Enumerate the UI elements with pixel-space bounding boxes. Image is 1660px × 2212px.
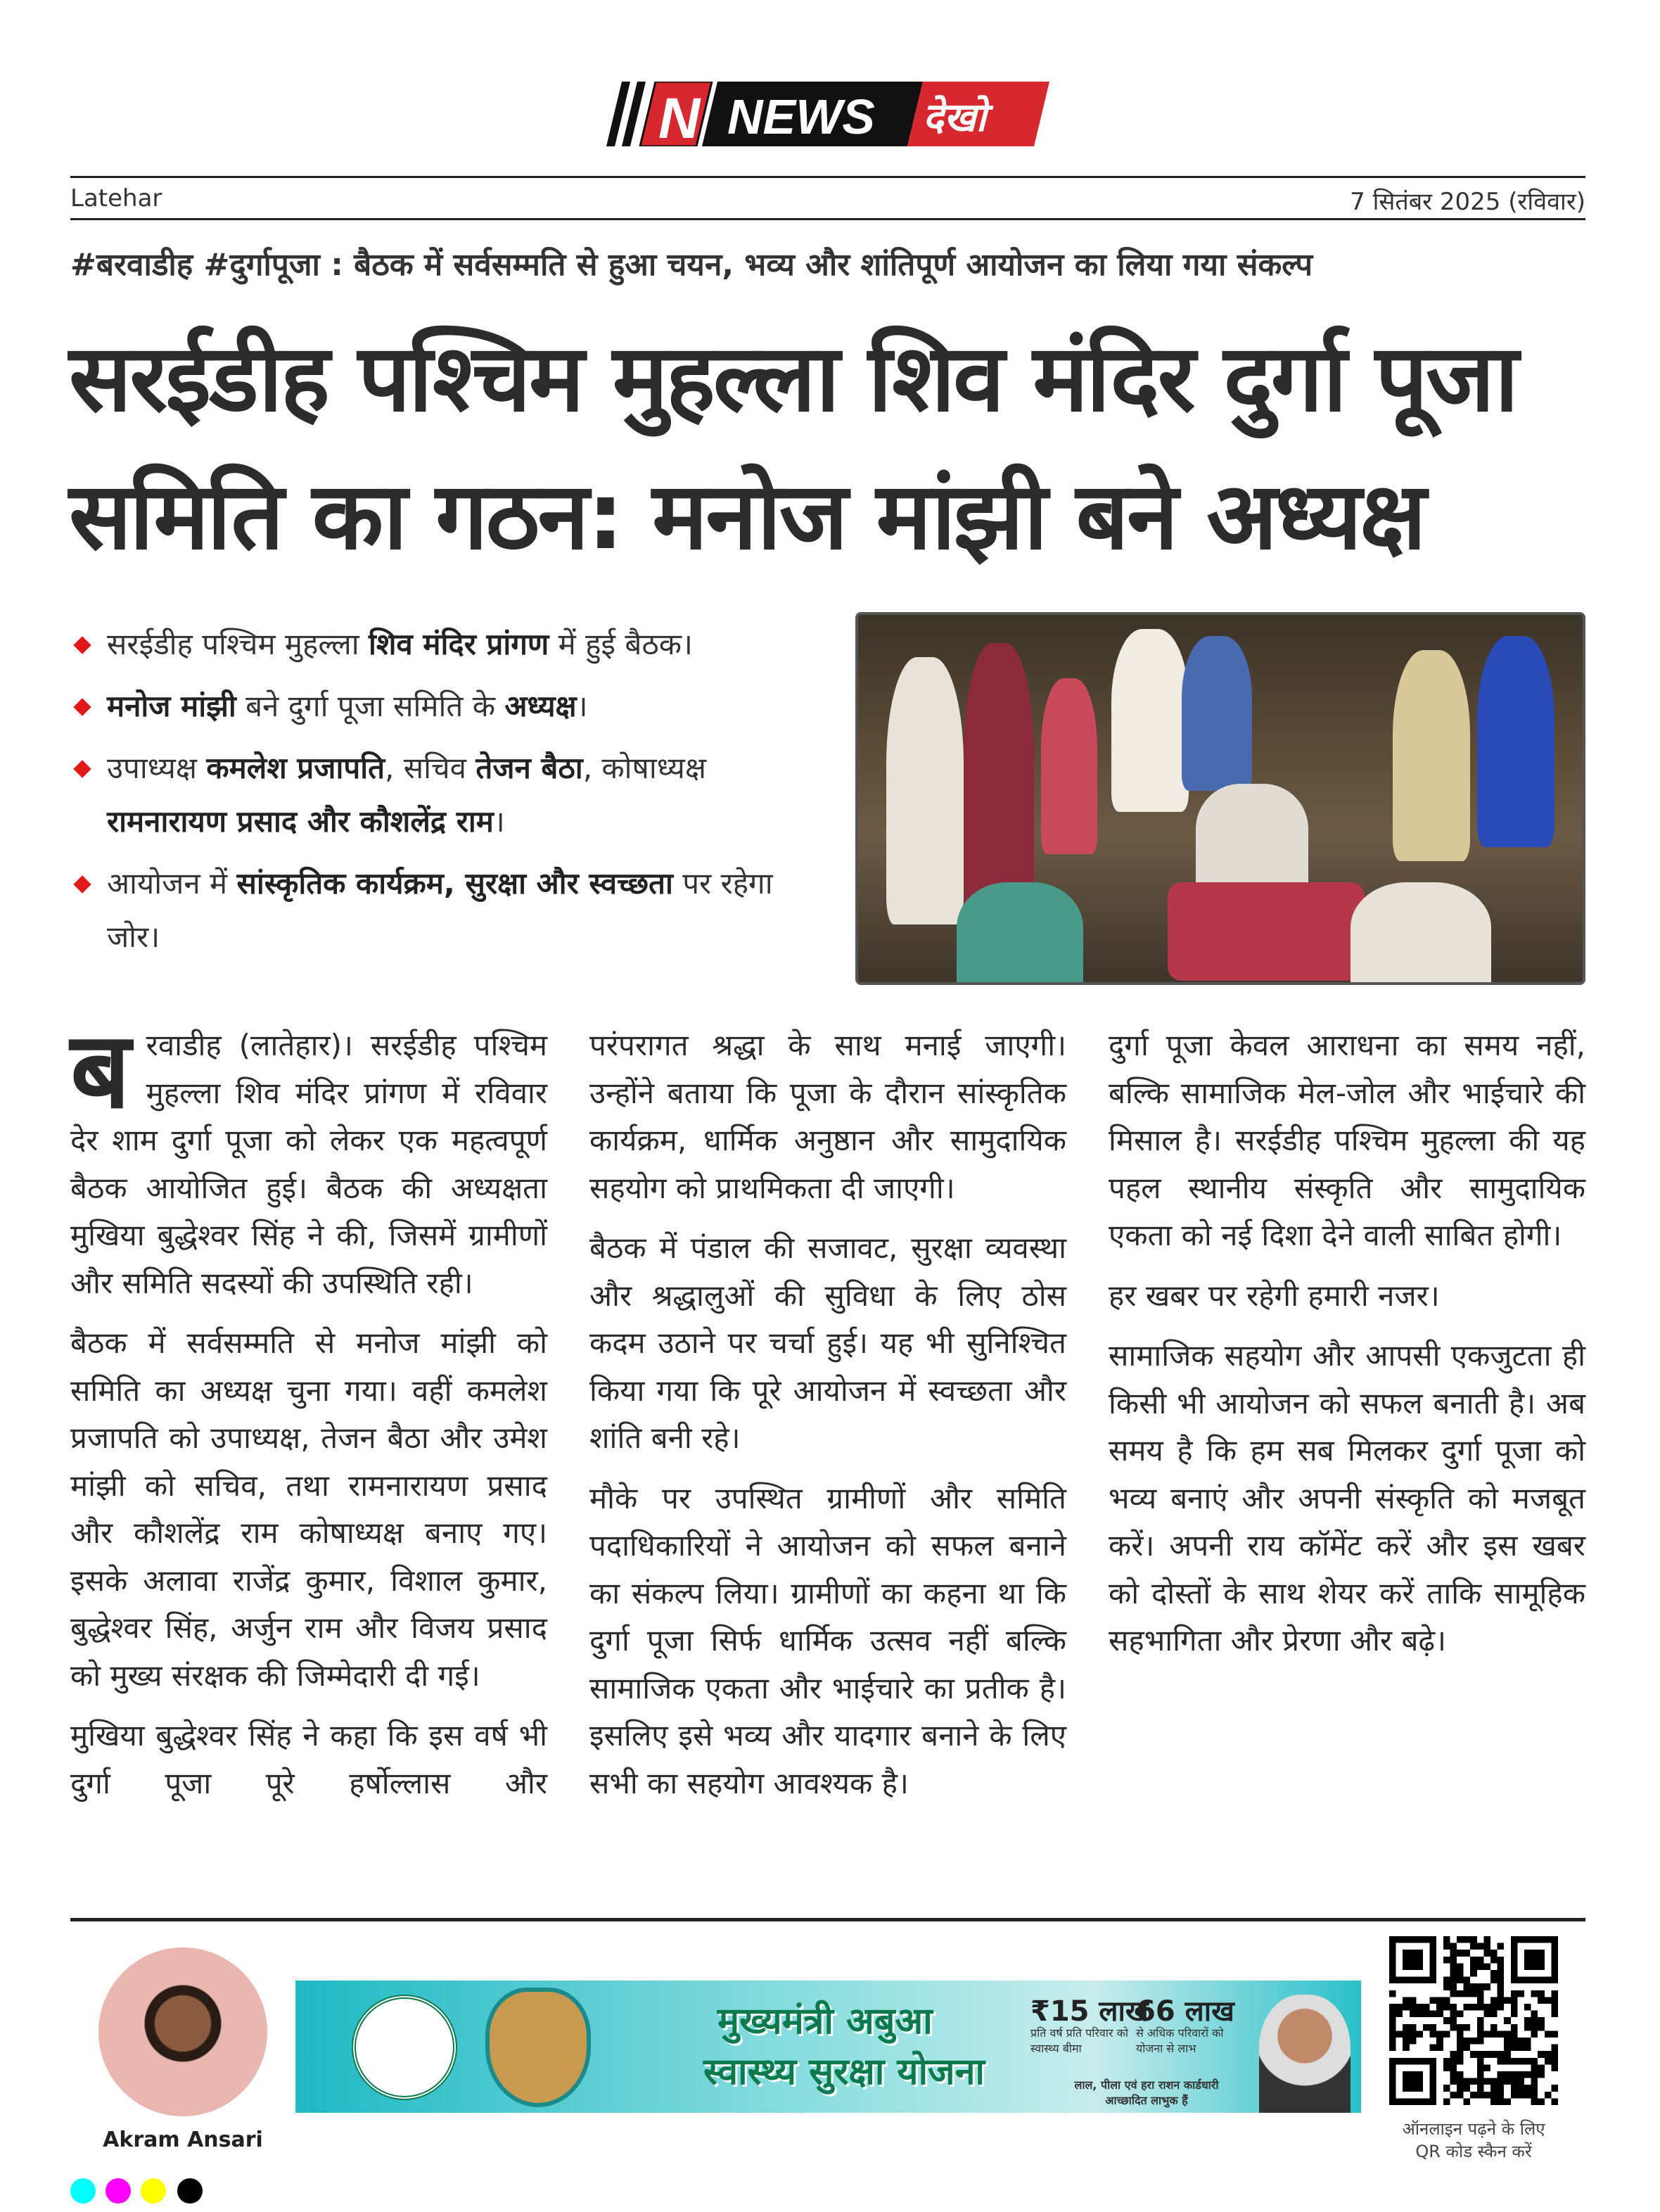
black-registration-dot	[177, 2178, 203, 2204]
logo-word: NEWS	[727, 89, 875, 144]
banner-stat-1-sub: प्रति वर्ष प्रति परिवार को स्वास्थ्य बीमा	[1030, 2026, 1129, 2055]
highlight-item: आयोजन में सांस्कृतिक कार्यक्रम, सुरक्षा और स्वच्छता पर रहेगा जोर।	[70, 857, 816, 964]
headline-line-2: समिति का गठन: मनोज मांझी बने अध्यक्ष	[69, 462, 1424, 571]
paragraph: बैठक में सर्वसम्मति से मनोज मांझी को समिति का अध्यक्ष चुना गया। वहीं कमलेश प्रजापति को उपाध्यक्ष, तेजन बैठा और उमेश मांझी को सचिव, तथा रामनारायण प्रसाद और कौशलेंद्र राम कोषाध्यक्ष बनाए गए। इसके अलावा राजेंद्र कुमार, विशाल कुमार, बुद्धेश्वर सिंह, अर्जुन राम और विजय प्रसाद को मुख्य संरक्षक की जिम्मेदारी दी गई।	[70, 1326, 547, 1693]
paragraph: मौके पर उपस्थित ग्रामीणों और समिति पदाधिकारियों ने आयोजन को सफल बनाने का संकल्प लिया। ग्रामीणों का कहना था कि दुर्गा पूजा सिर्फ धार्मिक उत्सव नहीं बल्कि सामाजिक एकता और भाईचारे का प्रतीक है। इसलिए इसे भव्य और यादगार बनाने के लिए सभी का सहयोग आवश्यक है।	[589, 1480, 1066, 1800]
banner-stat-1: ₹15 लाख	[1030, 1995, 1149, 2028]
meeting-photo	[855, 612, 1585, 985]
government-seal-icon	[352, 1995, 457, 2100]
cyan-registration-dot	[70, 2178, 96, 2204]
article-column-1	[70, 1010, 547, 1819]
logo-hindi: देखो	[923, 95, 987, 141]
paragraph: मुखिया बुद्धेश्वर सिंह ने कहा कि इस वर्ष भी दुर्गा पूजा पूरे हर्षोल्लास और	[70, 1718, 547, 1800]
headline	[69, 310, 1595, 585]
qr-code[interactable]	[1389, 1936, 1558, 2105]
yellow-registration-dot	[141, 2178, 166, 2204]
headline-line-1: सरईडीह पश्चिम मुहल्ला शिव मंदिर दुर्गा पूजा	[69, 324, 1517, 433]
banner-title-1: मुख्यमंत्री अबुआ	[717, 2000, 933, 2042]
paragraph: बैठक में पंडाल की सजावट, सुरक्षा व्यवस्था और श्रद्धालुओं की सुविधा के लिए ठोस कदम उठाने पर चर्चा हुई। यह भी सुनिश्चित किया गया कि पूरे आयोजन में स्वच्छता और शांति बनी रहे।	[589, 1231, 1066, 1455]
kicker: #बरवाडीह #दुर्गापूजा : बैठक में सर्वसम्मति से हुआ चयन, भव्य और शांतिपूर्ण आयोजन का लिया गया संकल्प	[70, 247, 1313, 283]
date-label: 7 सितंबर 2025 (रविवार)	[1350, 188, 1585, 216]
magenta-registration-dot	[106, 2178, 131, 2204]
header-rule	[70, 218, 1585, 220]
article-column-2	[589, 1022, 1066, 1819]
heart-stethoscope-icon	[485, 1988, 591, 2107]
highlights-list	[70, 618, 816, 972]
article-column-3	[1109, 1022, 1585, 1677]
highlight-item: उपाध्यक्ष कमलेश प्रजापति, सचिव तेजन बैठा, कोषाध्यक्ष रामनारायण प्रसाद और कौशलेंद्र राम।	[70, 742, 816, 848]
paragraph: दुर्गा पूजा केवल आराधना का समय नहीं, बल्कि सामाजिक मेल-जोल और भाईचारे की मिसाल है। सरईडीह पश्चिम मुहल्ला की यह पहल स्थानीय संस्कृति और सामुदायिक एकता को नई दिशा देने वाली साबित होगी।	[1109, 1028, 1585, 1252]
author-avatar	[98, 1947, 267, 2116]
banner-title-2: स्वास्थ्य सुरक्षा योजना	[703, 2051, 985, 2093]
highlight-item: मनोज मांझी बने दुर्गा पूजा समिति के अध्यक्ष।	[70, 680, 816, 733]
paragraph: हर खबर पर रहेगी हमारी नजर।	[1109, 1278, 1440, 1313]
banner-stat-2-sub: से अधिक परिवारों को योजना से लाभ	[1136, 2026, 1224, 2055]
banner-stat-2: 66 लाख	[1136, 1995, 1234, 2028]
logo-letter: N	[658, 87, 701, 146]
news-dekho-logo[interactable]	[606, 82, 1049, 146]
author-name: Akram Ansari	[103, 2128, 263, 2152]
paragraph: सामाजिक सहयोग और आपसी एकजुटता ही किसी भी आयोजन को सफल बनाती है। अब समय है कि हम सब मिलकर दुर्गा पूजा को भव्य बनाएं और अपनी संस्कृति को मजबूत करें। अपनी राय कॉमेंट करें और इस खबर को दोस्तों के साथ शेयर करें ताकि सामूहिक सहभागिता और प्रेरणा और बढ़े।	[1109, 1338, 1585, 1658]
footer-rule	[70, 1918, 1585, 1921]
region-label: Latehar	[70, 184, 162, 212]
top-rule	[70, 176, 1585, 178]
highlight-item: सरईडीह पश्चिम मुहल्ला शिव मंदिर प्रांगण में हुई बैठक।	[70, 618, 816, 671]
banner-note: लाल, पीला एवं हरा राशन कार्डधारी आच्छादित लाभुक हैं	[1074, 2078, 1219, 2107]
qr-caption: ऑनलाइन पढ़ने के लिए QR कोड स्कैन करें	[1402, 2119, 1545, 2161]
ad-banner[interactable]	[295, 1981, 1361, 2113]
drop-cap: ब	[70, 1010, 131, 1132]
chief-minister-portrait	[1259, 1995, 1351, 2113]
paragraph: परंपरागत श्रद्धा के साथ मनाई जाएगी। उन्होंने बताया कि पूजा के दौरान सांस्कृतिक कार्यक्रम, धार्मिक अनुष्ठान और सामुदायिक सहयोग को प्राथमिकता दी जाएगी।	[589, 1028, 1066, 1205]
paragraph: बरवाडीह (लातेहार)। सरईडीह पश्चिम मुहल्ला शिव मंदिर प्रांगण में रविवार देर शाम दुर्गा पूजा को लेकर एक महत्वपूर्ण बैठक आयोजित हुई। बैठक की अध्यक्षता मुखिया बुद्धेश्वर सिंह ने की, जिसमें ग्रामीणों और समिति सदस्यों की उपस्थिति रही।	[70, 1010, 547, 1300]
